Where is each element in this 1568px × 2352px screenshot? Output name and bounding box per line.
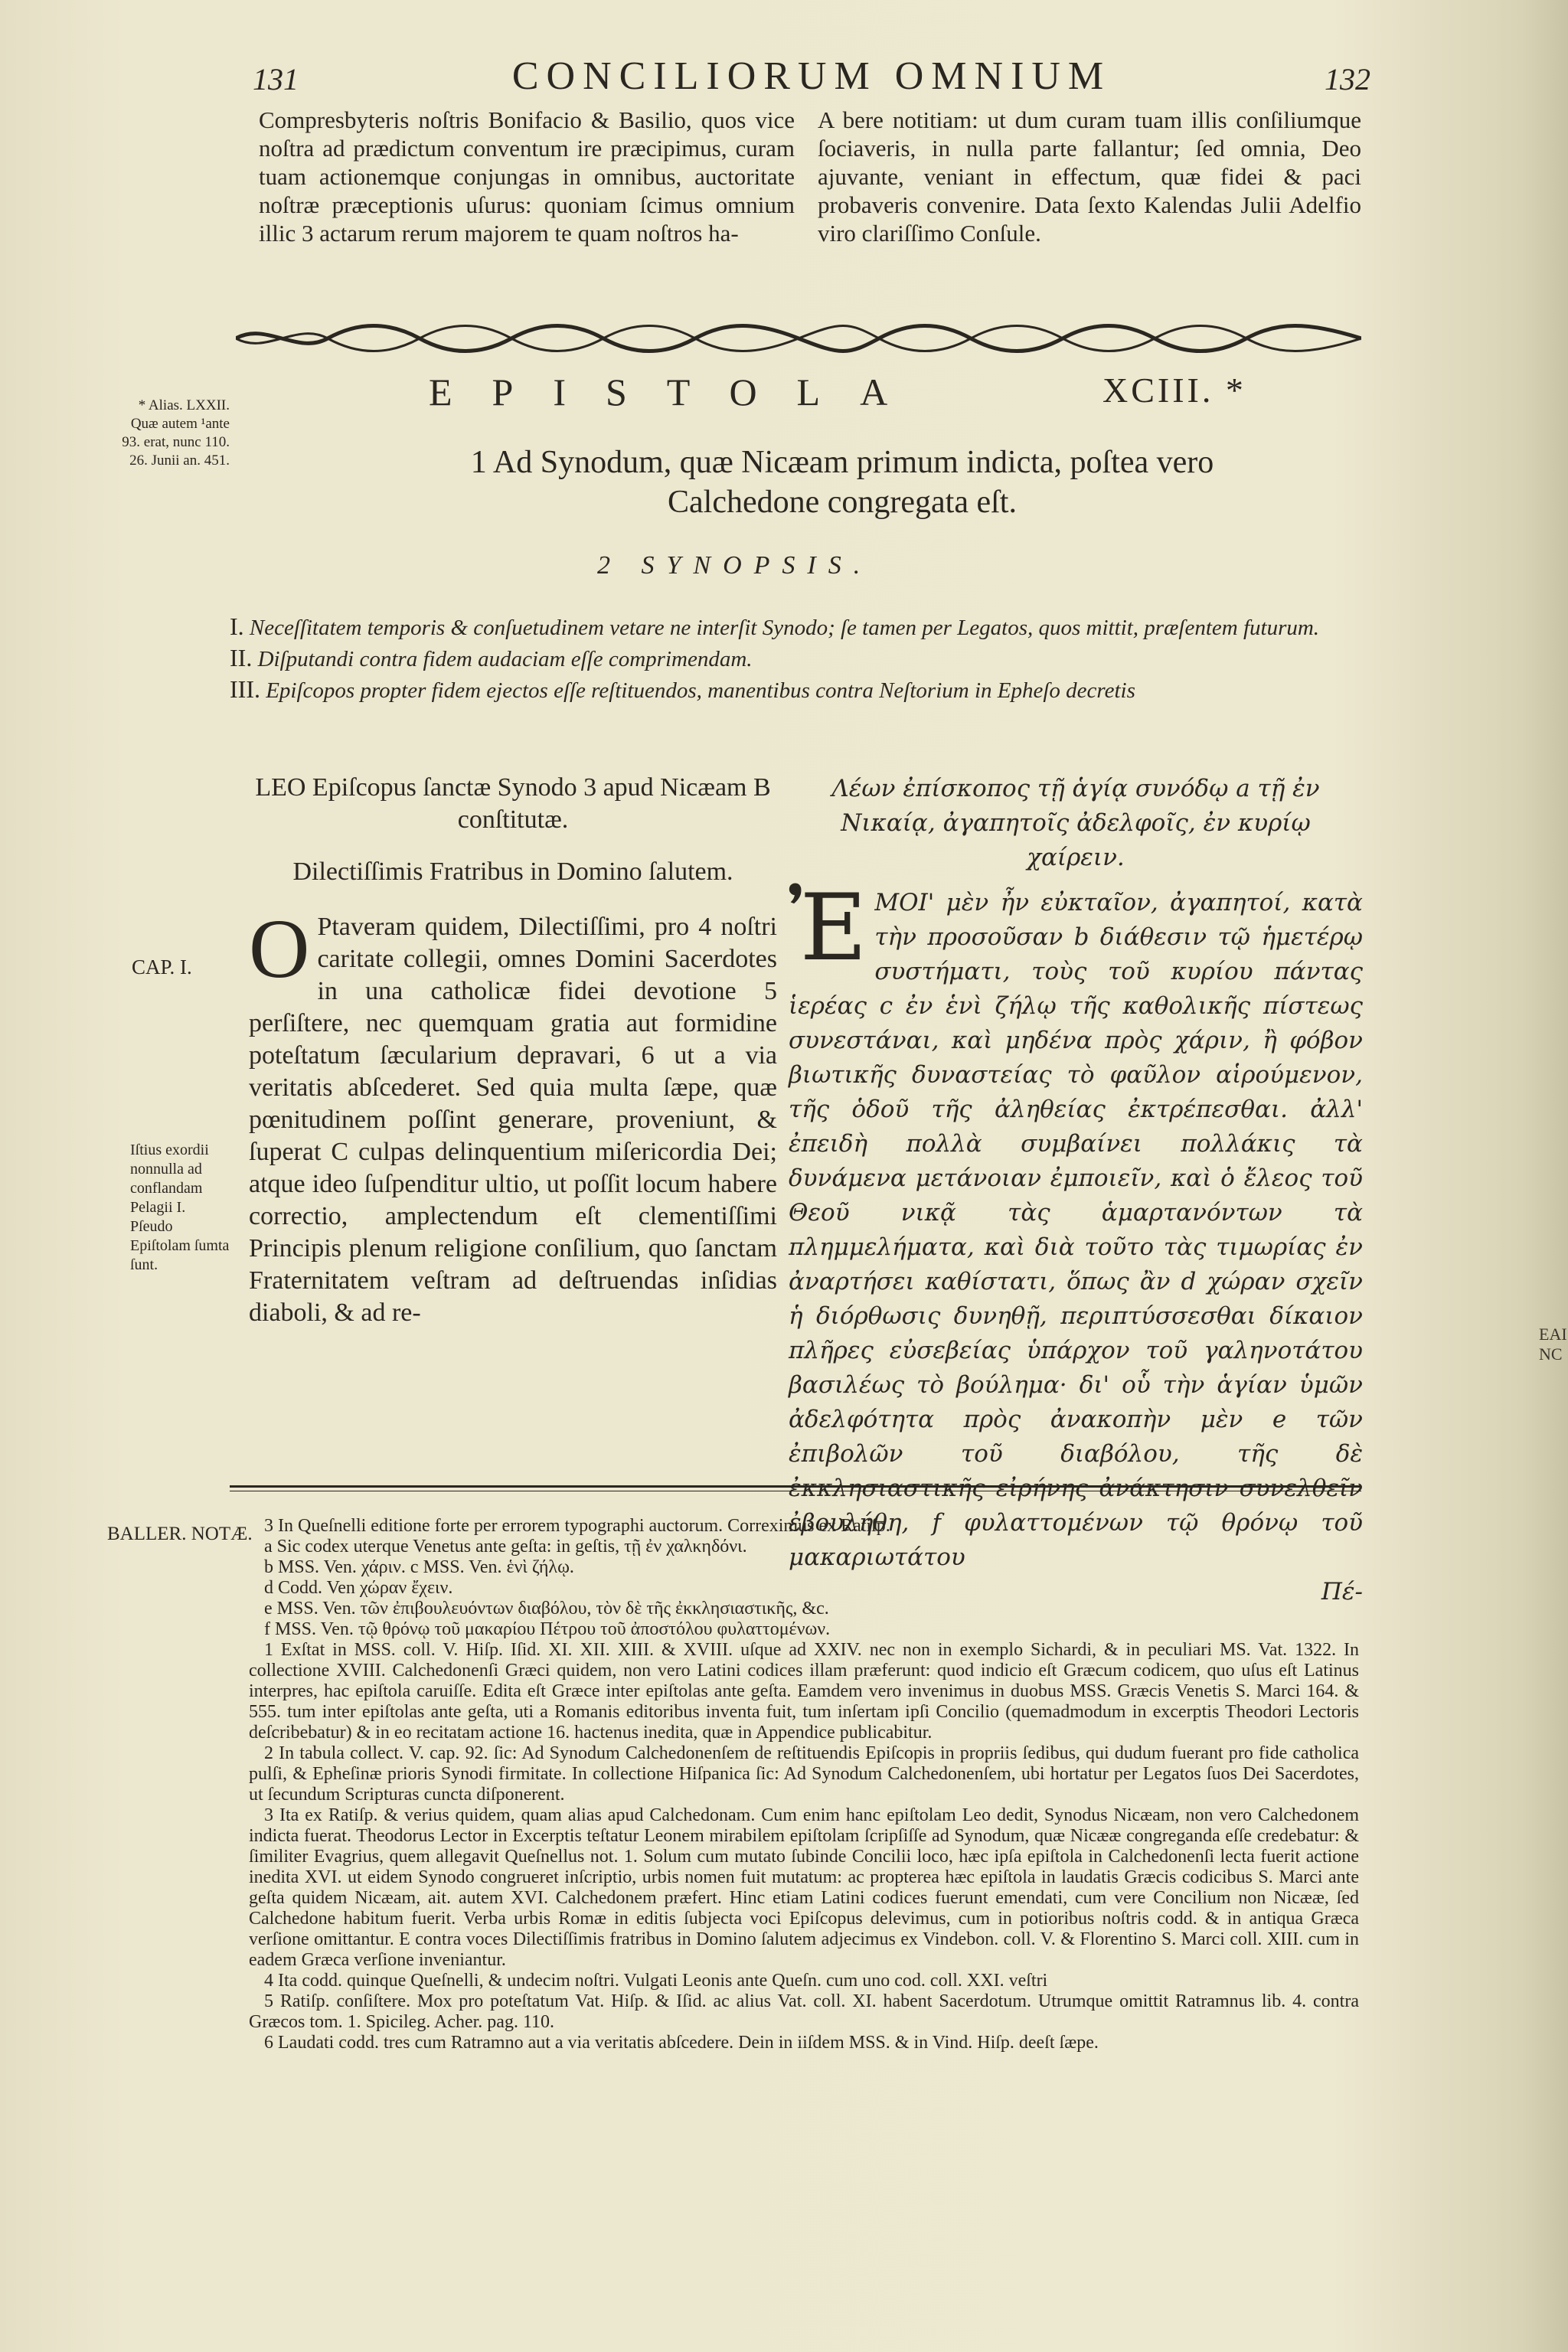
notes-rule [230, 1485, 1361, 1488]
greek-drop-cap: Ἐ [789, 875, 867, 982]
footnote: 4 Ita codd. quinque Queſnelli, & undecim noſtri. Vulgati Leonis ante Queſn. cum uno cod. coll. XXI. veſtri [264, 1971, 1048, 1991]
footnote: 6 Laudati codd. tres cum Ratramno aut a via veritatis abſcedere. Dein in iiſdem MSS. & in Vind. Hiſp. deeſt ſæpe. [264, 2033, 1099, 2053]
synopsis-heading: 2 SYNOPSIS. [597, 551, 873, 580]
synopsis-item-number: II. [230, 644, 253, 671]
greek-body [789, 875, 1363, 1609]
footnote: b MSS. Ven. χάριν. c MSS. Ven. ἑνὶ ζήλῳ. [264, 1557, 574, 1577]
synopsis-item-number: I. [230, 612, 244, 640]
footnote: 3 Ita ex Ratiſp. & verius quidem, quam alias apud Calchedonam. Cum enim hanc epiſtolam Leo dedit, Synodus Nicæam, non vero Calchedonem indicta fuerat. Theodorus Lector in Excerptis teſtatur Leonem mirabilem epiſtolam ſcripſiſſe ad Synodum, quæ Nicææ congreganda eſſe credebatur: & ſimiliter Evagrius, quem allegavit Queſnellus not. 1. Solum cum mutato ſubinde Concilii loco, hæc ipſa epiſtola in Calchedonenſi lecta fuerit actione inedita XVI. ut eidem Synodo congrueret inſcriptio, urbis nomen fuit mutatum: ac propterea hæc epiſtola in laudatis Græcis codicibus S. Marci ante geſta quidem Nicæam, ait. autem XVI. Calchedonem præfert. Hinc etiam Latini codices fuerunt emendati, cum vere Concilium non Nicææ, ſed Calchedone habitum fuerit. Verba urbis Romæ in editis ſubjecta voci Epiſcopus delevimus, cum in potioribus noſtris codd. & in antiqua Græca verſione omittantur. E contra voces Dilectiſſimis fratribus in Domino ſalutem adjecimus ex Vindebon. coll. V. & Florentino S. Marci coll. XIII. cum in eadem Græca verſione inveniantur. [249, 1805, 1359, 1970]
ornamental-divider [236, 315, 1361, 361]
epistola-title: EPISTOLA [429, 371, 928, 413]
synopsis-item-text: Diſputandi contra fidem audaciam eſſe comprimendam. [257, 647, 753, 671]
latin-column [249, 772, 777, 1329]
letter-address [337, 443, 1348, 522]
latin-greeting: Dilectiſſimis Fratribus in Domino ſalutem. [292, 858, 733, 886]
latin-salutation: LEO Epiſcopus ſanctæ Synodo 3 apud Nicæam B conſtitutæ. [255, 773, 771, 834]
synopsis-item [230, 612, 1363, 642]
synopsis-list [230, 612, 1363, 707]
footnote: 3 In Queſnelli editione forte per errorem typographi auctorum. Correximus ex Ratiſp. [264, 1516, 890, 1536]
latin-body [249, 902, 777, 1329]
synopsis-item-number: III. [230, 675, 260, 703]
footnote: e MSS. Ven. τῶν ἐπιβουλευόντων διαβόλου, τὸν δὲ τῆς ἐκκλησιαστικῆς, &c. [264, 1599, 829, 1619]
page-number-right: 132 [1325, 62, 1370, 96]
top-left-column: Compresbyteris noſtris Bonifacio & Basilio, quos vice noſtra ad prædictum conventum ire præcipimus, curam tuam actionemque conjungas in omnibus, auctoritate noſtræ præceptionis uſurus: quoniam ſcimus omnium illic 3 actarum rerum majorem te quam noſtros ha- [259, 106, 795, 247]
synopsis-item-text: Neceſſitatem temporis & conſuetudinem vetare ne interſit Synodo; ſe tamen per Legatos, quos mittit, præſentem futurum. [249, 616, 1320, 640]
footnote: f MSS. Ven. τῷ θρόνῳ τοῦ μακαρίου Πέτρου τοῦ ἀποστόλου φυλαττομένων. [264, 1619, 831, 1639]
top-right-column: A bere notitiam: ut dum curam tuam illis conſiliumque ſociaveris, in nulla parte fallantur; ſed omnia, Deo ajuvante, veniant in effectum, quæ fidei & paci probaveris convenire. Data ſexto Kalendas Julii Adelfio viro clariſſimo Conſule. [818, 106, 1361, 247]
synopsis-item-text: Epiſcopos propter fidem ejectos eſſe reſtituendos, manentibus contra Neſtorium in Epheſo decretis [266, 678, 1135, 703]
page-number-left: 131 [253, 62, 299, 96]
greek-salutation: Λέων ἐπίσκοπος τῇ ἁγίᾳ συνόδῳ a τῇ ἐν Νικαίᾳ, ἀγαπητοῖς ἀδελφοῖς, ἐν κυρίῳ χαίρειν. [831, 775, 1320, 871]
running-head [253, 54, 1370, 107]
greek-body-text: ΜΟΙ' μὲν ἦν εὐκταῖον, ἀγαπητοί, κατὰ τὴν προσοῦσαν b διάθεσιν τῷ ἡμετέρῳ συστήματι, τοὺς τοῦ κυρίου πάντας ἱερέας c ἐν ἑνὶ ζήλῳ τῆς καθολικῆς πίστεως συνεστάναι, καὶ μηδένα πρὸς χάριν, ἢ φόβον βιωτικῆς δυναστείας τὸ φαῦλον αἱρούμενον, τῆς ὁδοῦ τῆς ἀληθείας ἐκτρέπεσθαι. ἀλλ' ἐπειδὴ πολλὰ συμβαίνει πολλάκις τὰ δυνάμενα μετάνοιαν ἐμποιεῖν, καὶ ὁ ἔλεος τοῦ Θεοῦ νικᾷ τὰς ἁμαρτανόντων τὰ πλημμελήματα, καὶ διὰ τοῦτο τὰς τιμωρίας ἐν ἀναρτήσει καθίστατι, ὅπως ἂν d χώραν σχεῖν ἡ διόρθωσις δυνηθῇ, περιπτύσσεσθαι δίκαιον πλῆρες εὐσεβείας ὑπάρχον τοῦ γαληνοτάτου βασιλέως τὸ βούλημα· δι' οὗ τὴν ἁγίαν ὑμῶν ἀδελφότητα πρὸς ἀνακοπὴν μὲν e τῶν ἐπιβολῶν τοῦ διαβόλου, τῆς δὲ ἐκκλησιαστικῆς εἰρήνης ἀνάκτησιν συνελθεῖν ἐβουλήθη, f φυλαττομένων τῷ θρόνῳ τοῦ μακαριωτάτου [789, 889, 1363, 1571]
greek-column [789, 772, 1363, 1609]
chapter-label: CAP. I. [132, 956, 192, 978]
footnotes [249, 1516, 1359, 2053]
adjacent-page-edge-text: EAI NC [1539, 1325, 1567, 1364]
margin-note-alias: * Alias. LXXII. Quæ autem ¹ante 93. erat, nunc 110. 26. Junii an. 451. [122, 397, 230, 469]
footnote: 2 In tabula collect. V. cap. 92. ſic: Ad Synodum Calchedonenſem de reſtituendis Epiſcopis in propriis ſedibus, qui dudum fuerant pro fide catholica pulſi, & Epheſinæ prioris Synodi firmitate. In collectione Hiſpanica ſic: Ad Synodum Calchedonenſem, ubi hortatur per Legatos ſuos Dei Sacerdotes, ut ſecundum Scripturas cuncta diſponerent. [249, 1743, 1359, 1805]
footnote: 5 Ratiſp. conſiſtere. Mox pro poteſtatum Vat. Hiſp. & Iſid. ac alius Vat. coll. XI. habent Sacerdotum. Utrumque omittit Ratramnus lib. 4. contra Græcos tom. 1. Spicileg. Acher. pag. 110. [249, 1991, 1359, 2032]
synopsis-item [230, 675, 1363, 705]
footnote: d Codd. Ven χώραν ἔχειν. [264, 1578, 453, 1598]
epistola-number: XCIII. * [1102, 371, 1246, 410]
latin-drop-cap: O [249, 902, 310, 995]
address-line-2: Calchedone congregata eſt. [668, 485, 1017, 520]
latin-body-text: Ptaveram quidem, Dilectiſſimi, pro 4 noſtri caritate collegii, omnes Domini Sacerdotes in una catholicæ fidei devotione 5 perſiſtere, nec quemquam gratia aut formidine poteſtatum ſæcularium depravari, 6 ut a via veritatis abſcederet. Sed quia multa ſæpe, quæ pœnitudinem poſſint generare, proveniunt, & ſuperat C culpas delinquentium miſericordia Dei; atque ideo ſuſpenditur ultio, ut poſſit locum habere correctio, amplectendum eſt clementiſſimi Principis plenum religione conſilium, quo ſanctam Fraternitatem veſtram ad deſtruendas inſidias diaboli, & ad re- [249, 913, 777, 1327]
synopsis-item [230, 644, 1363, 674]
footnote: a Sic codex uterque Venetus ante geſta: in geſtis, τῇ ἐν χαλκηδόνι. [264, 1537, 747, 1557]
running-title: CONCILIORUM OMNIUM [511, 54, 1112, 98]
address-line-1: 1 Ad Synodum, quæ Nicæam primum indicta, poſtea vero [470, 445, 1214, 480]
notes-label: BALLER. NOTÆ. [107, 1524, 253, 1544]
footnote: 1 Exſtat in MSS. coll. V. Hiſp. Iſid. XI. XII. XIII. & XVIII. uſque ad XXIV. nec non in exemplo Sichardi, & in peculiari MS. Vat. 1322. In collectione XVIII. Calchedonenſi Græci quidem, non vero Latini codices illam præferunt: quod indicio eſt Græcum codicem, quo uſus eſt Latinus interpres, hac epiſtola caruiſſe. Edita eſt Græce inter epiſtolas ante geſta. Eamdem vero invenimus in duobus MSS. Græcis Venetis S. Marci 164. & 555. tum inter epiſtolas ante geſta, uti a Romanis editoribus inventa fuit, tum inſertam ipſi Concilio (quemadmodum in excerptis Theodori Lectoris deſcribebatur) & in eo recitatam actione 16. hactenus inedita, quæ in Appendice publicabitur. [249, 1640, 1359, 1743]
greek-catchword: Πέ- [1321, 1578, 1363, 1606]
margin-note-exordium: Iſtius exordii nonnulla ad conflandam Pelagii I. Pſeudo Epiſtolam ſumta ſunt. [130, 1142, 230, 1273]
